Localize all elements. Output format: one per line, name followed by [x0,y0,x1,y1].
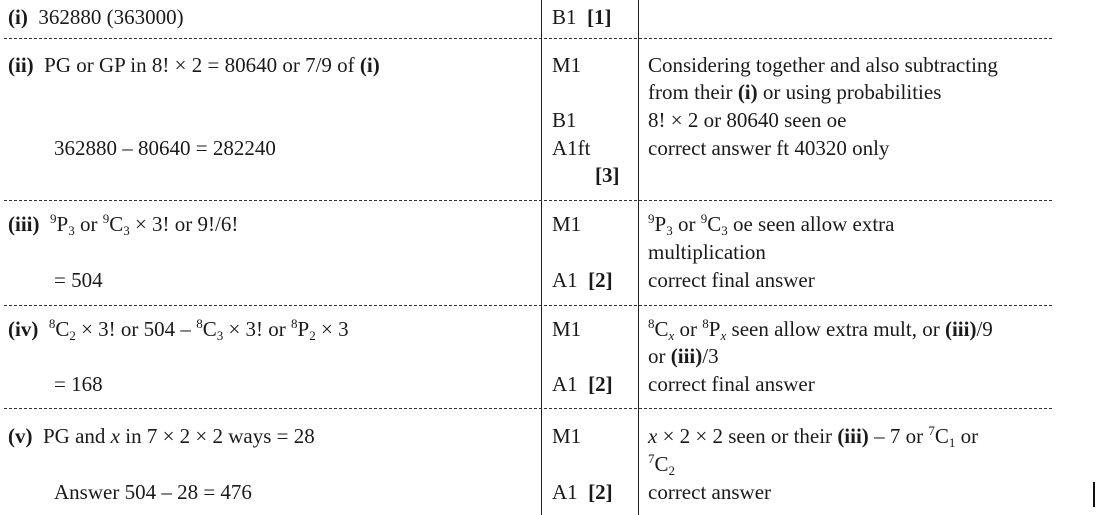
guidance-line [648,211,894,238]
part-reference: (iii) [837,424,869,448]
column-divider-guidance [638,0,639,515]
part-reference: (iii) [944,317,977,341]
subscript: 2 [668,463,676,478]
answer-text: C [109,212,124,236]
mark-code: B1 [552,5,577,29]
superscript: 8 [196,316,203,331]
mark-code: M1 [552,53,582,77]
guidance-text: oe seen allow extra [727,212,895,236]
answer-text: × 3 [315,317,349,341]
guidance-text: or [672,212,701,236]
superscript: 7 [648,451,655,466]
mark-code: M1 [552,317,582,341]
row-separator [4,200,1052,201]
part-reference: (iii) [670,344,703,368]
mark-line [552,371,613,398]
answer-line: = 168 [54,372,103,396]
guidance-line: correct answer [648,480,772,504]
superscript: 8 [291,316,298,331]
mark-total: [2] [588,480,613,504]
guidance-line [648,343,719,370]
row-separator [4,305,1052,306]
part-reference: (i) [359,53,380,77]
guidance-text: seen allow extra mult, or [726,317,945,341]
part-label: (ii) [8,53,34,77]
answer-line [8,316,349,343]
guidance-line [648,316,993,343]
mark-line [552,267,613,294]
guidance-text: × 2 × 2 seen or their [657,424,838,448]
subscript: x [720,328,727,343]
text-cursor [1093,482,1095,507]
answer-text: or [74,212,103,236]
mark-code: A1ft [552,136,591,160]
guidance-line: multiplication [648,240,766,264]
guidance-text: /9 [976,317,993,341]
part-label: (iv) [8,317,39,341]
mark-total: [3] [595,163,620,187]
superscript: 9 [700,211,708,226]
column-divider-marks [541,0,542,515]
guidance-line: 8! × 2 or 80640 seen oe [648,108,847,132]
guidance-text: C [654,317,669,341]
guidance-text: or [955,424,979,448]
subscript: 3 [123,223,130,238]
answer-text: C [55,317,70,341]
guidance-text: or [674,317,703,341]
guidance-text: or using probabilities [757,80,942,104]
guidance-text: C [707,212,722,236]
subscript: 2 [69,328,76,343]
variable-x: x [110,424,120,448]
row-separator [4,408,1052,409]
mark-line [552,4,612,31]
answer-line [8,52,380,79]
guidance-text: P [708,317,721,341]
subscript: 3 [721,223,728,238]
part-label: (v) [8,424,33,448]
subscript: 3 [216,328,224,343]
superscript: 9 [102,211,110,226]
part-label: (iii) [8,212,40,236]
answer-line: = 504 [54,268,103,292]
superscript: 9 [648,211,655,226]
subscript: 1 [948,435,956,450]
mark-code: M1 [552,424,582,448]
part-label: (i) [8,5,28,29]
answer-text: P [56,212,69,236]
answer-text: 362880 (363000) [38,5,184,29]
answer-text: in 7 × 2 × 2 ways = 28 [120,424,315,448]
mark-total: [2] [588,372,613,396]
superscript: 9 [50,211,57,226]
guidance-line: Considering together and also subtracting [648,53,998,77]
mark-code: A1 [552,372,578,396]
subscript: 3 [666,223,673,238]
mark-code: M1 [552,212,582,236]
answer-text: × 3! or 9!/6! [129,212,239,236]
answer-line [8,423,315,450]
superscript: 8 [48,316,56,331]
answer-line: Answer 504 – 28 = 476 [54,480,252,504]
guidance-text: C [654,452,669,476]
guidance-line [648,423,978,450]
guidance-line: correct final answer [648,372,815,396]
subscript: 2 [309,328,316,343]
guidance-text: P [654,212,667,236]
guidance-text: – 7 or [868,424,929,448]
mark-code: A1 [552,268,578,292]
part-reference: (i) [737,80,758,104]
guidance-line [648,79,941,106]
row-separator [4,38,1052,39]
superscript: 7 [928,423,935,438]
guidance-text: /3 [702,344,719,368]
answer-text: × 3! or [223,317,292,341]
mark-code: A1 [552,480,578,504]
answer-text: PG or GP in 8! × 2 = 80640 or 7/9 of [44,53,360,77]
answer-line [8,211,238,238]
answer-line [54,135,276,162]
subscript: 3 [68,223,75,238]
answer-line [8,4,184,31]
mark-code: B1 [552,108,577,132]
answer-text: × 3! or 504 – [75,317,197,341]
mark-line [552,479,613,506]
answer-text: C [202,317,217,341]
answer-text: PG and [43,424,111,448]
mark-total: [1] [587,5,612,29]
guidance-line [648,451,675,478]
guidance-text: C [934,424,949,448]
guidance-line: correct final answer [648,268,815,292]
mark-total: [2] [588,268,613,292]
superscript: 8 [648,316,655,331]
answer-text: 362880 – 80640 = 282240 [54,136,276,160]
answer-text: P [297,317,310,341]
guidance-line: correct answer ft 40320 only [648,136,890,160]
variable-x: x [648,424,658,448]
superscript: 8 [702,316,709,331]
subscript: x [668,328,675,343]
guidance-text: from their [648,80,738,104]
guidance-text: or [648,344,671,368]
